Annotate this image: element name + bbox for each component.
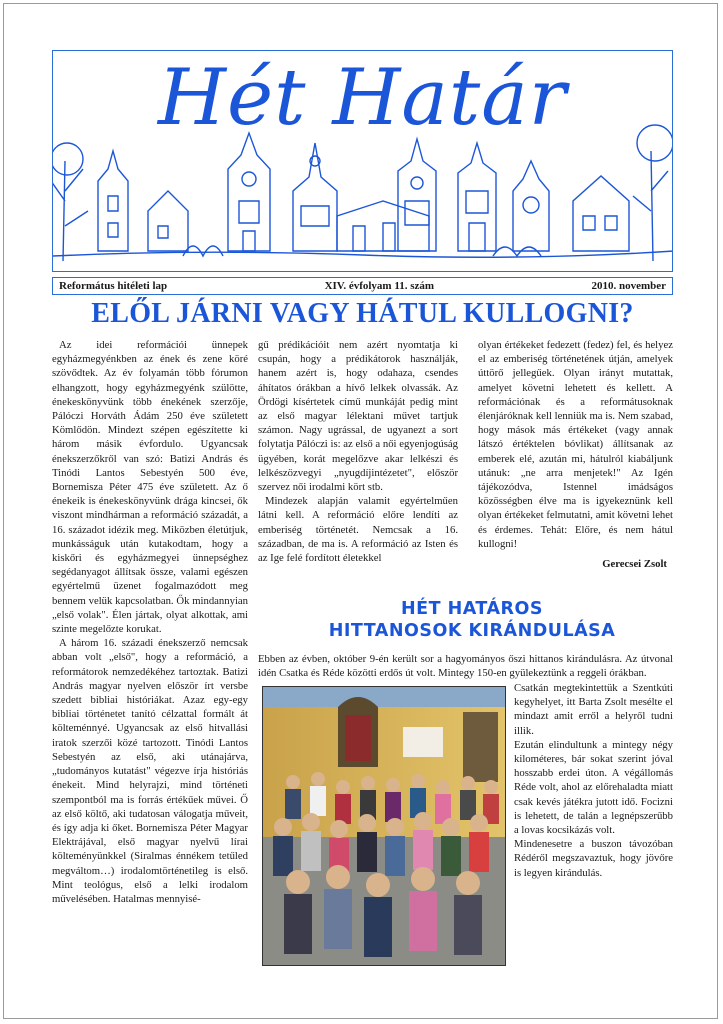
- masthead-info-bar: [52, 277, 673, 295]
- article-column-3: [478, 338, 673, 578]
- article-column-2: [258, 338, 458, 578]
- article-column-1: [52, 338, 248, 974]
- publication-type: Református hitéleti lap: [59, 280, 168, 292]
- trip-paragraph: Mindenesetre a buszon távozóban Rédéről megszavaztuk, hogy jövőre is legyen kirándulás.: [514, 838, 673, 879]
- newspaper-title: Hét Határ: [158, 53, 567, 143]
- trip-paragraph: Ezután elindultunk a mintegy négy kilométeres, bár sokat szerint jóval hosszabb erdei úton. A végállomás Réde volt, ahol az előrehaladta miatt csak kevés játékra jutott idő. Focizni is lehetett, de talán a legnépszerűbb a lovas kocsikázás volt.: [514, 738, 673, 837]
- trip-headline: [262, 598, 682, 642]
- article-paragraph: Mindezek alapján valamit egyértelműen látni kell. A reformáció előre lendíti az emberiség történetét. Nemcsak a 16. században, de ma is. A reformáció az Isten és az Ige felé fordított életekkel: [258, 495, 458, 565]
- children-group-photo-illustration: [263, 687, 506, 966]
- article-paragraph: gű prédikációit nem azért nyomtatja ki csupán, hogy a prédikátorok használják, hanem azért is, hogy odahaza, csendes áhítatos órákban a hívő lelkek olvassák. Az Ördögi kísértetek című munkáját pedig mint az első magyar lélektani művet tartjuk számon. Nagy ugrással, de ugyanezt a sort folytatja Pálóczi is: az első a női egyenjogúság ügyében, korát megelőzve akar lelkészi és lelkészözvegyi „nyugdíjintézetet", először szervez női irodalmi kört stb.: [258, 339, 458, 494]
- trip-headline-line1: HÉT HATÁROS: [400, 599, 544, 619]
- trip-column: [514, 681, 673, 971]
- masthead-banner: [52, 50, 673, 272]
- trip-paragraph: Csatkán megtekintettük a Szentkúti kegyhelyet, itt Barta Zsolt mesélte el mindazt amit erről a helyről tudni illik.: [514, 682, 673, 737]
- article-paragraph: olyan értékeket fedezett (fedez) fel, és helyez el az emberiség történetének útján, amelyek úttörő jellegűek. Olyan irányt mutattak, amelyet követni lehetett és kellett. A reformációnak és a reformátusoknak élenjáróknak kell lenniük ma is. Nem szabad, hogy mások más értékeket (vagy annak látszó értéktelen bóvlikat) állítsanak az emberek elé, azután mi, hátulról kiabáljunk utánuk: „ne arra menjetek!" Az Igén tájékozódva, Istennel imádságos közösségben élve ma is igyekeznünk kell olyan értékeket felmutatni, amit követni lehet és érdemes. Tehát: Előre, és nem hátul kullogni!: [478, 339, 673, 550]
- article-headline: ELŐL JÁRNI VAGY HÁTUL KULLOGNI?: [91, 298, 634, 329]
- article-paragraph: A három 16. századi énekszerző nemcsak abban volt „első", hogy a reformáció, a reformátorok nemzedékéhez tartoztak. Batizi András magyar nyelven először írt versbe szedett bibliai históriákat. Azaz egy-egy bibliai történetet tanító célzattal formált át költeménnyé. Ugyancsak az első hitvallási iratok szerzői közé tartozott. Tinódi Lantos Sebestyén az első, aki utánajárva, „tudományos kutatást" végezve írja históriás énekeit. Mind helyrajzi, mind történeti szempontból ma is forrás értékűek művei. Ő az első költő, aki tudatosan válogatja műveit, és így adja ki őket. Bornemisza Péter Magyar Elektrájával, első magyar nyelvű lírai költeményünkkel (Siralmas énnékem tetűled megváltom…) irodalomtörténetileg is első. Mint teológus, első a lelki irodalom művelésében. Hatalmas mennyisé-: [52, 637, 248, 905]
- issue-date: 2010. november: [591, 280, 666, 292]
- article-author: Gerecsei Zsolt: [602, 558, 667, 571]
- trip-headline-line2: HITTANOSOK KIRÁNDULÁSA: [328, 621, 616, 641]
- group-photo: [262, 686, 506, 966]
- article-paragraph: Az idei reformációi ünnepek egyházmegyénkben az ének és zene köré szövődtek. Az év folyamán több fórumon elhangzott, hogy egyházmegyénk szülötte, énekeskönyvünk több énekének szerzője, Pálóczi Horváth Ádám 250 éve született Kömlődön. Mindezt szépen egészítette ki három másik évfordulo. Ugyancsak énekszerzőkről van szó: Batizi András és Tinódi Lantos Sebestyén 500 éve, Bornemisza Péter 475 éve született. Az ő énekeik is énekeskönyvünk drága kincsei, ők viszont mindhárman a reformáció századát, a 16. századot idézik meg. Miközben életútjuk, munkásságuk után kutakodtam, hogy a kiskőri és egyházmegyei ünnepséghez segédanyagot állítsak össze, valami egészen egyértelmű üzenet fogalmazódott meg bennem velük kapcsolatban. Ők mindannyian „első volak". Élen jártak, olyat alkottak, ami szinte megelőzte korukat.: [52, 339, 248, 636]
- trip-intro-text: Ebben az évben, október 9-én került sor a hagyományos őszi hittanos kirándulásra. Az útvonal idén Csatka és Réde közötti erdős út volt. Mintegy 150-en gyülekeztünk a reggeli órákban.: [258, 653, 673, 680]
- issue-number: XIV. évfolyam 11. szám: [324, 280, 435, 292]
- trip-intro: [258, 652, 673, 680]
